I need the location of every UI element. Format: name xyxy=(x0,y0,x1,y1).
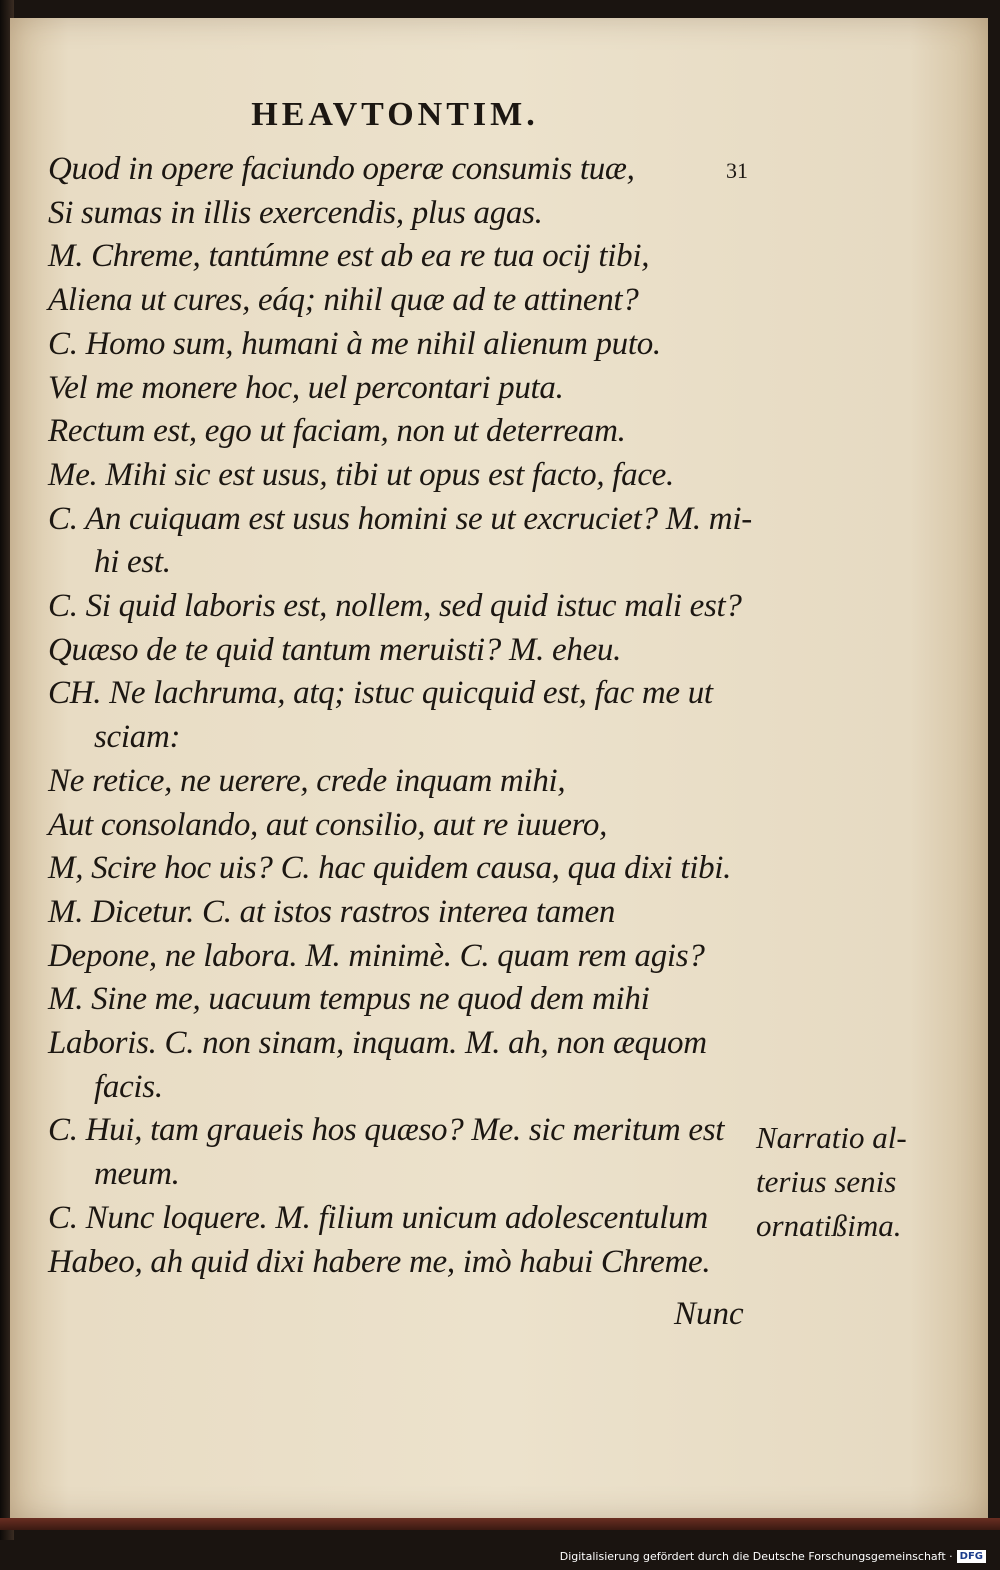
verse-line: M. Dicetur. C. at istos rastros interea tamen xyxy=(48,893,616,930)
verse-line: M. Sine me, uacuum tempus ne quod dem mihi xyxy=(48,981,650,1018)
marginal-note xyxy=(756,1116,986,1248)
verse-line: meum. xyxy=(94,1156,180,1193)
marginal-note-line: ornatißima. xyxy=(756,1208,902,1243)
verse-line: C. Homo sum, humani à me nihil alienum puto. xyxy=(48,325,661,362)
verse-line: Quod in opere faciundo operæ consumis tuæ, xyxy=(48,151,635,187)
verse-line: Laboris. C. non sinam, inquam. M. ah, non æquom xyxy=(48,1025,707,1062)
catchword: Nunc xyxy=(674,1296,744,1332)
marginal-note-line: terius senis xyxy=(756,1164,897,1199)
verse-line: Me. Mihi sic est usus, tibi ut opus est facto, face. xyxy=(48,456,674,493)
verse-line: M. Chreme, tantúmne est ab ea re tua ocij tibi, xyxy=(48,238,650,275)
verse-line: Aliena ut cures, eáq; nihil quæ ad te attinent? xyxy=(48,282,639,319)
verse-line: Aut consolando, aut consilio, aut re iuuero, xyxy=(48,806,608,843)
verse-text xyxy=(48,148,752,1284)
verse-line: C. Hui, tam graueis hos quæso? Me. sic meritum est xyxy=(48,1112,725,1149)
verse-line: Depone, ne labora. M. minimè. C. quam rem agis? xyxy=(48,937,705,974)
credit-text: Digitalisierung gefördert durch die Deutsche Forschungsgemeinschaft · xyxy=(559,1550,953,1563)
verse-line: C. An cuiquam est usus homini se ut excruciet? M. mi- xyxy=(48,500,752,537)
verse-line: hi est. xyxy=(94,544,171,581)
verse-line: M, Scire hoc uis? C. hac quidem causa, qua dixi tibi. xyxy=(48,850,732,887)
marginal-note-line: Narratio al- xyxy=(756,1120,907,1155)
verse-line: C. Nunc loquere. M. filium unicum adolescentulum xyxy=(48,1199,708,1236)
verse-line: Rectum est, ego ut faciam, non ut deterream. xyxy=(48,413,626,450)
verse-line: CH. Ne lachruma, atq; istuc quicquid est, fac me ut xyxy=(48,675,713,712)
verse-line: facis. xyxy=(94,1068,163,1105)
verse-line: C. Si quid laboris est, nollem, sed quid istuc mali est? xyxy=(48,588,742,625)
running-header: HEAVTONTIM. xyxy=(251,96,539,133)
digitization-credit xyxy=(560,1550,986,1563)
verse-line: sciam: xyxy=(94,719,181,756)
verse-line: Vel me monere hoc, uel percontari puta. xyxy=(48,369,564,406)
page-bottom-edge xyxy=(0,1518,1000,1530)
folio-number: 31 xyxy=(726,158,748,183)
dfg-logo: DFG xyxy=(957,1550,986,1563)
verse-line: Quæso de te quid tantum meruisti? M. eheu. xyxy=(48,631,622,668)
verse-line: Habeo, ah quid dixi habere me, imò habui Chreme. xyxy=(48,1243,711,1280)
verse-line: Ne retice, ne uerere, crede inquam mihi, xyxy=(48,762,566,799)
book-page xyxy=(10,18,988,1518)
verse-line: Si sumas in illis exercendis, plus agas. xyxy=(48,194,543,231)
